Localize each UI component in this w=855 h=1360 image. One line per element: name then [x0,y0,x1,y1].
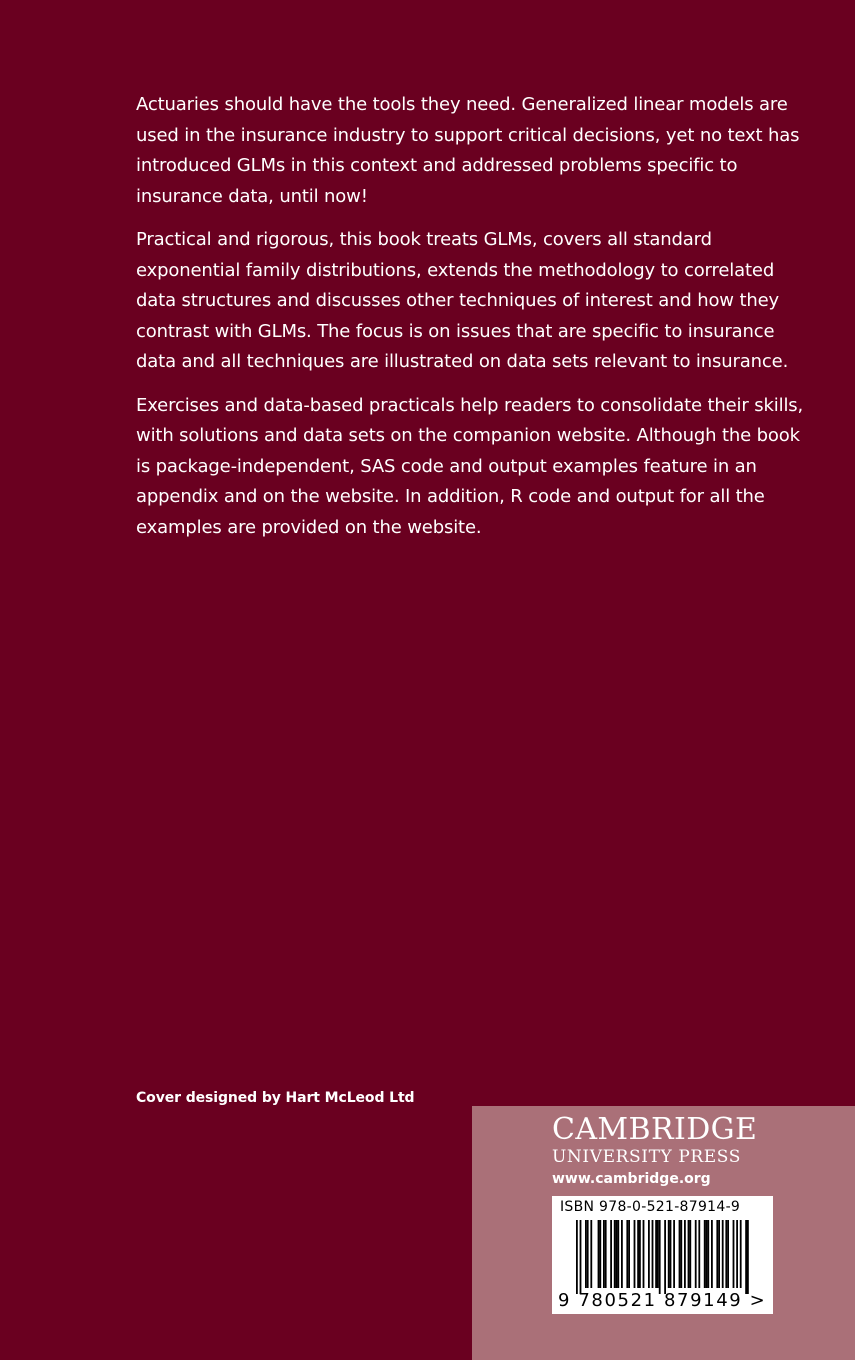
barcode-bar [673,1220,675,1288]
barcode-bar [695,1220,697,1288]
barcode-bar [626,1220,628,1288]
barcode-bar [733,1220,735,1288]
blurb-paragraph-1: Actuaries should have the tools they need. Generalized linear models are used in the insurance industry to support critical decisions, yet no text has introduced GLMs in this context and addressed problems specific to insurance data, until now! [136,94,800,207]
ean-digits: 9 780521 879149 > [558,1290,767,1311]
barcode-bar [716,1220,718,1288]
back-cover-blurb [136,90,808,556]
barcode-bar [616,1220,618,1288]
barcode-bar [711,1220,713,1288]
barcode-bar [664,1220,666,1294]
barcode-bar [617,1220,619,1288]
barcode-bar [652,1220,654,1288]
barcode-bar [688,1220,690,1288]
barcode-bar [634,1220,636,1288]
barcode-bar [698,1220,700,1288]
barcode-bar [639,1220,641,1288]
barcode-bar [637,1220,639,1288]
blurb-paragraph-2: Practical and rigorous, this book treats GLMs, covers all standard exponential family distributions, extends the methodology to correlated data structures and discusses other techniques of interest and how they contrast with GLMs. The focus is on issues that are specific to insurance data and all techniques are illustrated on data sets relevant to insurance. [136,229,789,372]
barcode-bar [610,1220,612,1288]
barcode-bar [659,1220,661,1294]
barcode-bar [598,1220,600,1288]
barcode-bar [648,1220,650,1288]
barcode-bar [679,1220,681,1288]
publisher-subtitle: UNIVERSITY PRESS [552,1147,741,1167]
barcode-bar [587,1220,589,1288]
barcode-bar [727,1220,729,1288]
barcode-bar [689,1220,691,1288]
barcode-bar [576,1220,578,1294]
barcode-bar [725,1220,727,1288]
barcode-bar [655,1220,657,1288]
barcode-bar [736,1220,738,1288]
publisher-name: CAMBRIDGE [552,1112,758,1147]
publisher-website: www.cambridge.org [552,1171,711,1187]
barcode-bar [707,1220,709,1288]
barcode-bar [668,1220,670,1288]
barcode-bar [704,1220,706,1288]
barcode-bar [722,1220,724,1288]
barcode-bar [684,1220,686,1288]
isbn-barcode-box [552,1196,773,1314]
barcode-bar [670,1220,672,1288]
barcode-bar [657,1220,659,1288]
barcode-bar [718,1220,720,1288]
barcode-bar [740,1220,742,1288]
barcode-bar [628,1220,630,1288]
isbn-label: ISBN 978-0-521-87914-9 [560,1199,741,1215]
barcode-bar [747,1220,749,1294]
cover-credit: Cover designed by Hart McLeod Ltd [136,1090,415,1106]
barcode-bar [605,1220,607,1288]
barcode-bar [580,1220,582,1294]
barcode-bar [599,1220,601,1288]
barcode-bar [590,1220,592,1288]
blurb-paragraph-3: Exercises and data-based practicals help readers to consolidate their skills, with solutions and data sets on the companion website. Although the book is package-independent, SAS code and output examples feature in an appendix and on the website. In addition, R code and output for all the examples are provided on the website. [136,394,804,538]
barcode-bar [614,1220,616,1288]
barcode-bar [680,1220,682,1288]
barcode-bar [706,1220,708,1288]
barcode-bar [643,1220,645,1288]
barcode-bar [745,1220,747,1294]
publisher-imprint-panel [472,1106,855,1360]
barcode-bar [603,1220,605,1288]
barcode-bar [621,1220,623,1288]
barcode-bar [585,1220,587,1288]
